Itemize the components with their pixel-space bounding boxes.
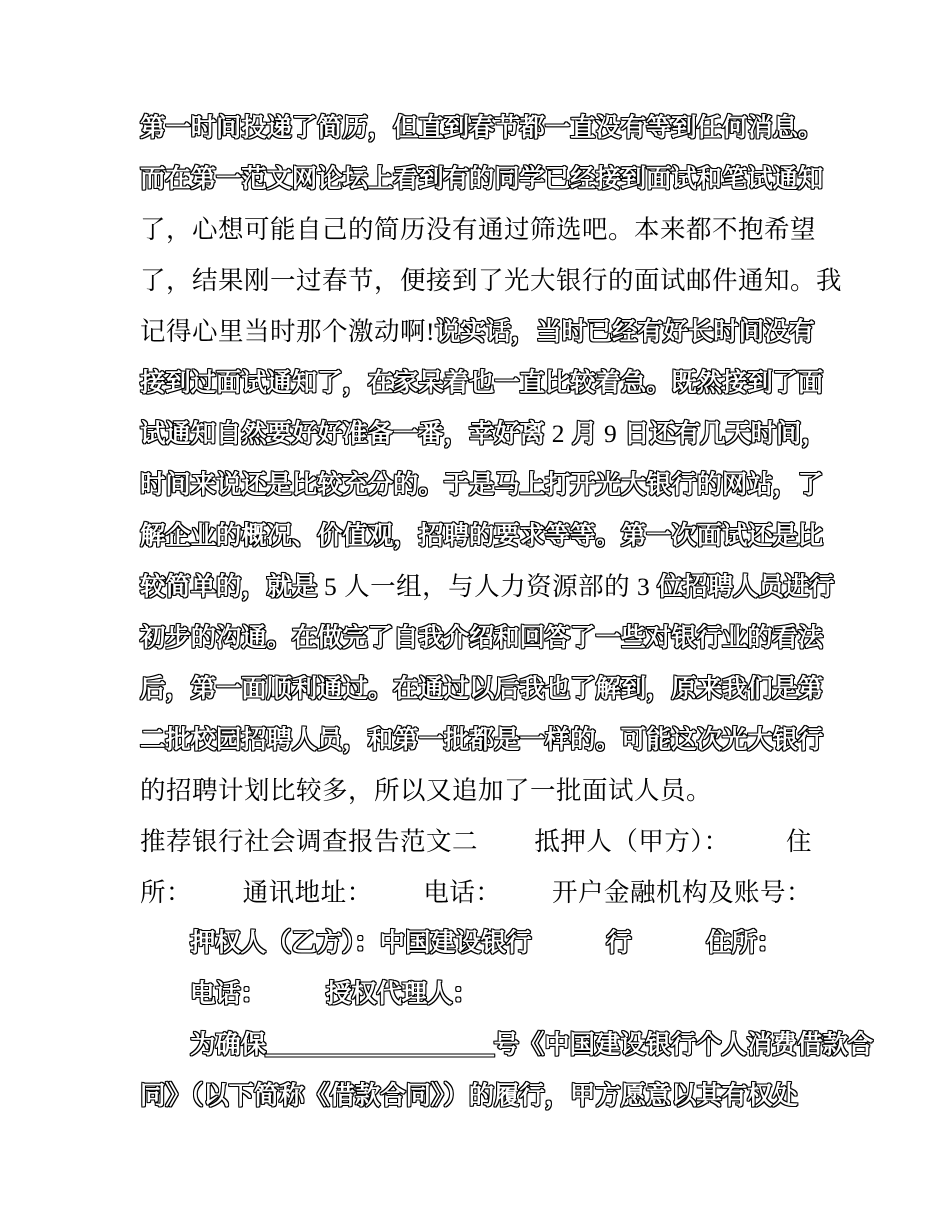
party-b-phone-label: 电话：: [190, 979, 266, 1009]
paragraph-line: [140, 408, 827, 459]
paragraph-line: [140, 510, 824, 561]
text-run: 说实话，当时已经有好长时间没有: [435, 317, 815, 347]
paragraph-line: [140, 561, 835, 612]
paragraph-line: [140, 663, 824, 714]
party-b-line: [140, 918, 812, 969]
text-run: 而在第一范文网论坛上看到有的同学已经接到面试和笔试通知: [140, 164, 824, 194]
text-run: 位招聘人员进行: [657, 572, 835, 602]
paragraph-line: [140, 204, 817, 255]
clause-line-1: 为确保＿＿＿＿＿＿＿＿＿号《中国建设银行个人消费借款合: [190, 1030, 874, 1060]
party-b-contact-line: [140, 969, 812, 1020]
text-run: 5 人一组，与人力资源部的 3: [317, 572, 658, 601]
paragraph-line: [140, 357, 824, 408]
agent-label: 授权代理人：: [325, 979, 478, 1009]
text-run: 初步的沟通。在做完了自我介绍和回答了一些对银行业的看法: [140, 623, 824, 653]
paragraph-line: [140, 714, 824, 765]
text-run: 记得心里当时那个激动啊!: [140, 317, 435, 346]
party-b-residence-label: 住所：: [706, 928, 782, 958]
text-run: 了，心想可能自己的简历没有通过筛选吧。本来都不抱希望: [140, 215, 817, 244]
text-run: 月: [571, 419, 598, 449]
text-run: 接到过面试通知了，在家呆着也一直比较着急。既然接到了面: [140, 368, 824, 398]
text-run: 日还有几天时间，: [624, 419, 827, 449]
text-run: 解企业的概况、价值观，招聘的要求等等。第一次面试还是比: [140, 521, 824, 551]
paragraph-line: [140, 306, 815, 357]
text-run: 了，结果刚一过春节，便接到了光大银行的面试邮件通知。我: [140, 266, 843, 295]
text-run: 二批校园招聘人员，和第一批都是一样的。可能这次光大银行: [140, 725, 824, 755]
paragraph-line: [140, 459, 824, 510]
text-run: 9: [597, 419, 625, 448]
text-run: 的招聘计划比较多，所以又追加了一批面试人员。: [140, 776, 713, 805]
paragraph-interview-experience: [140, 102, 843, 816]
branch-label: 行: [606, 928, 632, 958]
address-label: 通讯地址：: [242, 878, 373, 907]
paragraph-line: [140, 765, 812, 816]
text-run: 2: [544, 419, 572, 448]
text-run: 试通知自然要好好准备一番，幸好离: [140, 419, 545, 449]
contract-header-line: [140, 816, 812, 867]
residence-label: 住: [785, 827, 812, 856]
text-run: 较简单的，就是: [140, 572, 318, 602]
bank-account-label: 开户金融机构及账号：: [551, 878, 812, 907]
contract-contact-line: [140, 867, 812, 918]
party-a-label: 抵押人（甲方）：: [534, 827, 730, 856]
clause-line-2: 同》（以下简称《借款合同》）的履行，甲方愿意以其有权处: [140, 1081, 798, 1111]
phone-label: 电话：: [423, 878, 502, 907]
residence-label-cont: 所：: [140, 878, 193, 907]
text-run: 后，第一面顺利通过。在通过以后我也了解到，原来我们是第: [140, 674, 824, 704]
document-title: 推荐银行社会调查报告范文二: [140, 827, 479, 856]
paragraph-line: [140, 153, 824, 204]
paragraph-line: [140, 102, 824, 153]
paragraph-line: [140, 612, 824, 663]
text-run: 时间来说还是比较充分的。于是马上打开光大银行的网站，了: [140, 470, 824, 500]
contract-section: [140, 816, 874, 1122]
text-run: 第一时间投递了简历，但直到春节都一直没有等到任何消息。: [140, 113, 824, 143]
party-b-label: 押权人（乙方）：中国建设银行: [190, 928, 532, 958]
paragraph-line: [140, 255, 843, 306]
